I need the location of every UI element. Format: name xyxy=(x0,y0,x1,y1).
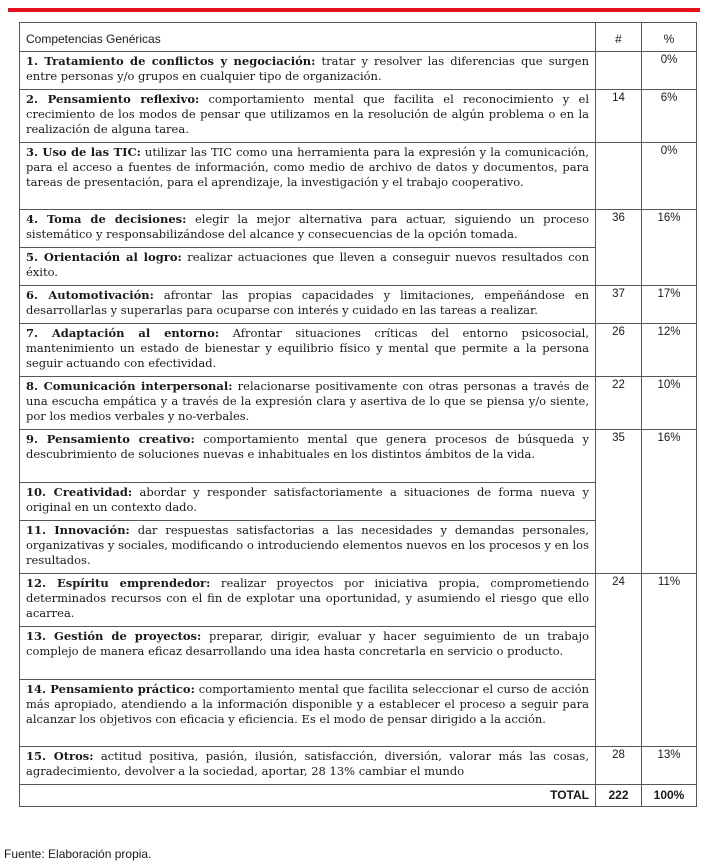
count-cell xyxy=(596,143,642,210)
competencia-14 xyxy=(20,680,596,747)
competencia-13 xyxy=(20,627,596,680)
competencia-name: 3. Uso de las TIC: xyxy=(26,145,141,159)
table-row xyxy=(20,52,697,90)
count-cell: 36 xyxy=(596,210,642,286)
competencia-name: 14. Pensamiento práctico: xyxy=(26,682,195,696)
competencia-text: actitud positiva, pasión, ilusión, satisfacción, diversión, valorar más las cosas, agradecimiento, devolver a la sociedad, aportar, 28 13% cambiar el mundo xyxy=(26,749,589,778)
competencia-text: abordar y responder satisfactoriamente a situaciones de forma nueva y original en un contexto dado. xyxy=(26,485,589,514)
table-row xyxy=(20,90,697,143)
count-cell: 22 xyxy=(596,377,642,430)
percent-cell: 16% xyxy=(642,210,697,286)
competencia-name: 6. Automotivación: xyxy=(26,288,154,302)
competencia-4 xyxy=(20,210,596,248)
count-cell: 28 xyxy=(596,747,642,785)
competencia-name: 13. Gestión de proyectos: xyxy=(26,629,202,643)
competencia-6 xyxy=(20,286,596,324)
competencia-11 xyxy=(20,521,596,574)
competencia-name: 11. Innovación: xyxy=(26,523,130,537)
count-cell xyxy=(596,52,642,90)
competencia-text: comportamiento mental que facilita seleccionar el curso de acción más apropiado, atendiendo a la información disponible y a establecer el proceso a seguir para alcanzar los objetivos con eficacia y eficiencia. Es el modo de pensar dirigido a la acción. xyxy=(26,682,589,726)
percent-cell: 13% xyxy=(642,747,697,785)
competencia-name: 5. Orientación al logro: xyxy=(26,250,182,264)
competencia-name: 8. Comunicación interpersonal: xyxy=(26,379,233,393)
competencia-text: tratar y resolver las diferencias que surgen entre personas y/o grupos en cualquier tipo de organización. xyxy=(26,54,590,83)
competencia-name: 9. Pensamiento creativo: xyxy=(26,432,195,446)
table-row xyxy=(20,747,697,785)
header-competencias: Competencias Genéricas xyxy=(20,23,596,52)
competencia-text: realizar proyectos por iniciativa propia, comprometiendo determinados recursos con el fin de explotar una oportunidad, y asumiendo el riesgo que ello acarrea. xyxy=(26,576,589,620)
percent-cell: 0% xyxy=(642,143,697,210)
table-row xyxy=(20,248,697,286)
competencia-text: comportamiento mental que facilita el reconocimiento y el crecimiento de los modos de pensar que utilizamos en la resolución de algún problema o en la realización de alguna tarea. xyxy=(26,92,589,136)
table-row xyxy=(20,483,697,521)
table-row xyxy=(20,143,697,210)
table-row xyxy=(20,286,697,324)
top-accent-bar xyxy=(8,8,700,12)
competencias-table xyxy=(19,22,697,807)
percent-cell: 10% xyxy=(642,377,697,430)
header-count: # xyxy=(596,23,642,52)
total-count: 222 xyxy=(596,785,642,807)
competencia-2 xyxy=(20,90,596,143)
competencia-text: comportamiento mental que genera procesos de búsqueda y descubrimiento de soluciones nuevas e inhabituales en los distintos ámbitos de la vida. xyxy=(26,432,590,461)
total-percent: 100% xyxy=(642,785,697,807)
competencia-text: realizar actuaciones que lleven a conseguir nuevos resultados con éxito. xyxy=(26,250,589,279)
competencia-8 xyxy=(20,377,596,430)
table-row xyxy=(20,627,697,680)
competencia-name: 12. Espíritu emprendedor: xyxy=(26,576,211,590)
competencia-text: Afrontar situaciones críticas del entorno psicosocial, mantenimiento un estado de bienestar y equilibrio físico y mental que permite a la persona seguir actuando con efectividad. xyxy=(26,326,589,370)
count-cell: 14 xyxy=(596,90,642,143)
competencia-text: utilizar las TIC como una herramienta para la expresión y la comunicación, para el acceso a fuentes de información, como medio de archivo de datos y documentos, para tareas de presentación, para el aprendizaje, la investigación y el trabajo cooperativo. xyxy=(26,145,590,189)
percent-cell: 12% xyxy=(642,324,697,377)
percent-cell: 6% xyxy=(642,90,697,143)
competencia-1 xyxy=(20,52,596,90)
competencia-12 xyxy=(20,574,596,627)
source-note: Fuente: Elaboración propia. xyxy=(4,847,152,861)
count-cell: 37 xyxy=(596,286,642,324)
count-cell: 35 xyxy=(596,430,642,574)
competencia-7 xyxy=(20,324,596,377)
competencia-name: 4. Toma de decisiones: xyxy=(26,212,187,226)
percent-cell: 11% xyxy=(642,574,697,747)
total-label: TOTAL xyxy=(20,785,596,807)
competencia-text: dar respuestas satisfactorias a las necesidades y demandas personales, organizativas y sociales, modificando o introduciendo elementos nuevos en los procesos y en los resultados. xyxy=(26,523,589,567)
competencia-15 xyxy=(20,747,596,785)
competencia-3 xyxy=(20,143,596,210)
count-cell: 26 xyxy=(596,324,642,377)
header-percent: % xyxy=(642,23,697,52)
competencia-text: elegir la mejor alternativa para actuar, siguiendo un proceso sistemático y responsabilizándose del alcance y consecuencias de la opción tomada. xyxy=(26,212,589,241)
table-row xyxy=(20,430,697,483)
table-row xyxy=(20,377,697,430)
competencia-name: 7. Adaptación al entorno: xyxy=(26,326,220,340)
competencia-name: 2. Pensamiento reflexivo: xyxy=(26,92,200,106)
competencia-text: afrontar las propias capacidades y limitaciones, empeñándose en desarrollarlas y superarlas para ocuparse con interés y cuidado en las tareas a realizar. xyxy=(26,288,590,317)
table-row xyxy=(20,680,697,747)
table-header-row xyxy=(20,23,697,52)
competencia-name: 15. Otros: xyxy=(26,749,94,763)
competencia-9 xyxy=(20,430,596,483)
competencia-text: relacionarse positivamente con otras personas a través de una escucha empática y a través de la expresión clara y asertiva de lo que se piensa y/o siente, por los medios verbales y no-verbales. xyxy=(26,379,589,423)
competencia-name: 10. Creatividad: xyxy=(26,485,133,499)
table-row xyxy=(20,574,697,627)
total-row xyxy=(20,785,697,807)
percent-cell: 0% xyxy=(642,52,697,90)
table-row xyxy=(20,324,697,377)
competencia-name: 1. Tratamiento de conflictos y negociación: xyxy=(26,54,316,68)
competencia-text: preparar, dirigir, evaluar y hacer seguimiento de un trabajo complejo de manera eficaz desarrollando una idea hasta concretarla en servicio o producto. xyxy=(26,629,589,658)
percent-cell: 16% xyxy=(642,430,697,574)
table-row xyxy=(20,521,697,574)
competencia-10 xyxy=(20,483,596,521)
count-cell: 24 xyxy=(596,574,642,747)
table-row xyxy=(20,210,697,248)
percent-cell: 17% xyxy=(642,286,697,324)
competencia-5 xyxy=(20,248,596,286)
